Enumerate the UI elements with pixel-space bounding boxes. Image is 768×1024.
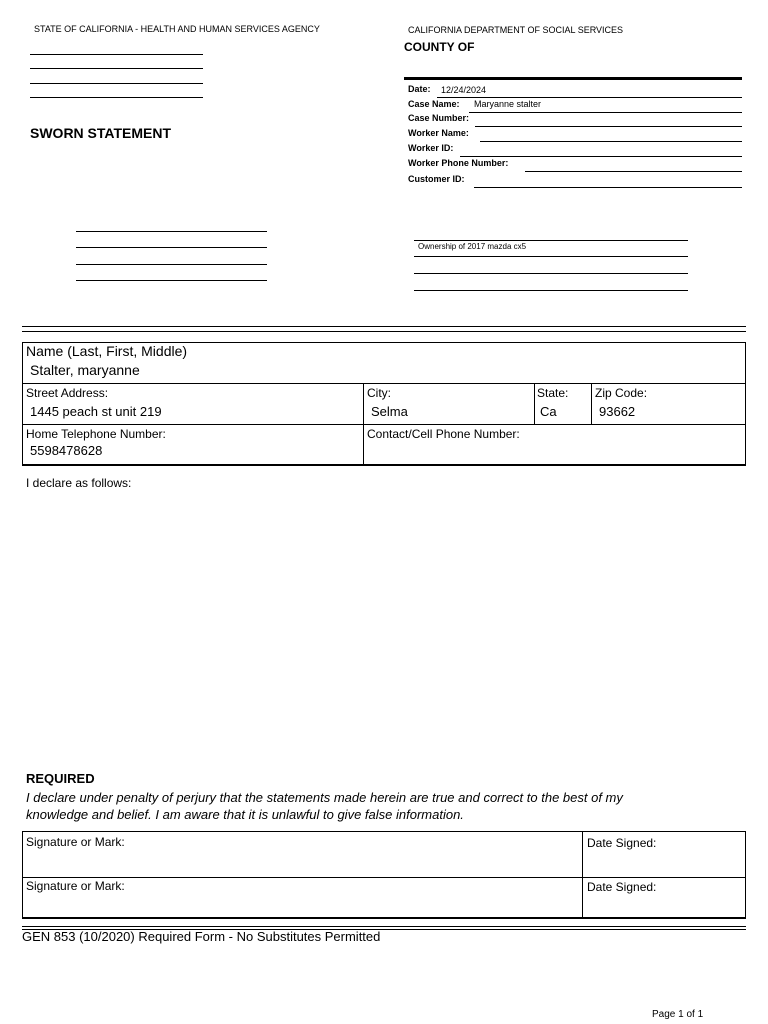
required-heading: REQUIRED	[26, 771, 95, 786]
left-blank-line-2[interactable]	[76, 247, 267, 248]
page-number: Page 1 of 1	[652, 1009, 704, 1020]
left-blank-line-1[interactable]	[76, 231, 267, 232]
worker-name-field-line	[480, 141, 742, 142]
date-field-line	[437, 97, 742, 98]
signature-col-divider	[582, 831, 583, 919]
agency-name: STATE OF CALIFORNIA - HEALTH AND HUMAN SERVICES AGENCY	[34, 24, 320, 34]
table-col-divider-zip	[591, 383, 592, 424]
case-number-label: Case Number:	[408, 113, 470, 123]
signature-row-divider	[22, 877, 746, 878]
address-line-3[interactable]	[30, 83, 203, 84]
table-row-divider-2	[22, 424, 746, 425]
table-col-divider-city	[363, 383, 364, 465]
zip-label: Zip Code:	[595, 386, 648, 400]
subject-line-1	[414, 256, 688, 257]
county-label: COUNTY OF	[404, 40, 475, 54]
state-value[interactable]: Ca	[540, 404, 557, 419]
left-blank-line-4[interactable]	[76, 280, 267, 281]
perjury-statement-line-2: knowledge and belief. I am aware that it is unlawful to give false information.	[26, 807, 464, 822]
section-divider-bottom	[22, 331, 746, 332]
home-phone-label: Home Telephone Number:	[26, 427, 166, 441]
form-id: GEN 853 (10/2020) Required Form - No Substitutes Permitted	[22, 929, 381, 944]
customer-id-label: Customer ID:	[408, 174, 465, 184]
worker-id-field-line	[460, 156, 742, 157]
address-line-4[interactable]	[30, 97, 203, 98]
name-value[interactable]: Stalter, maryanne	[30, 362, 140, 378]
signature-field-2[interactable]	[26, 894, 576, 916]
date-label: Date:	[408, 84, 431, 94]
footer-rule-top	[22, 926, 746, 927]
worker-name-label: Worker Name:	[408, 128, 469, 138]
subject-top-line	[414, 240, 688, 241]
name-label: Name (Last, First, Middle)	[26, 343, 188, 359]
worker-id-label: Worker ID:	[408, 143, 454, 153]
left-blank-line-3[interactable]	[76, 264, 267, 265]
case-name-value[interactable]: Maryanne stalter	[474, 99, 542, 109]
case-info-top-rule	[404, 77, 742, 80]
worker-phone-field-line	[525, 171, 742, 172]
subject-text[interactable]: Ownership of 2017 mazda cx5	[418, 242, 527, 251]
date-signed-field-2[interactable]	[587, 896, 741, 916]
worker-phone-label: Worker Phone Number:	[408, 158, 509, 168]
city-label: City:	[367, 386, 391, 400]
customer-id-field-line	[474, 187, 742, 188]
section-divider-top	[22, 326, 746, 327]
address-line-2[interactable]	[30, 68, 203, 69]
street-label: Street Address:	[26, 386, 109, 400]
home-phone-value[interactable]: 5598478628	[30, 443, 103, 458]
address-line-1[interactable]	[30, 54, 203, 55]
form-title: SWORN STATEMENT	[30, 125, 172, 141]
date-signed-label-2: Date Signed:	[587, 880, 657, 894]
date-value[interactable]: 12/24/2024	[441, 85, 487, 95]
date-signed-field-1[interactable]	[587, 852, 741, 874]
subject-line-3[interactable]	[414, 290, 688, 291]
case-name-label: Case Name:	[408, 99, 460, 109]
case-name-field-line	[469, 112, 742, 113]
date-signed-label-1: Date Signed:	[587, 836, 657, 850]
subject-line-2[interactable]	[414, 273, 688, 274]
signature-field-1[interactable]	[26, 850, 576, 874]
zip-value[interactable]: 93662	[599, 404, 636, 419]
perjury-statement-line-1: I declare under penalty of perjury that the statements made herein are true and correct to the best of my	[26, 790, 623, 805]
case-number-field-line	[475, 126, 742, 127]
table-col-divider-state	[534, 383, 535, 424]
signature-label-1: Signature or Mark:	[26, 835, 125, 849]
table-row-divider-1	[22, 383, 746, 384]
signature-label-2: Signature or Mark:	[26, 879, 125, 893]
street-value[interactable]: 1445 peach st unit 219	[30, 404, 162, 419]
state-label: State:	[537, 386, 569, 400]
department-name: CALIFORNIA DEPARTMENT OF SOCIAL SERVICES	[408, 25, 624, 35]
city-value[interactable]: Selma	[371, 404, 408, 419]
declaration-body[interactable]	[26, 495, 742, 755]
declaration-intro: I declare as follows:	[26, 476, 132, 490]
cell-phone-label: Contact/Cell Phone Number:	[367, 427, 520, 441]
